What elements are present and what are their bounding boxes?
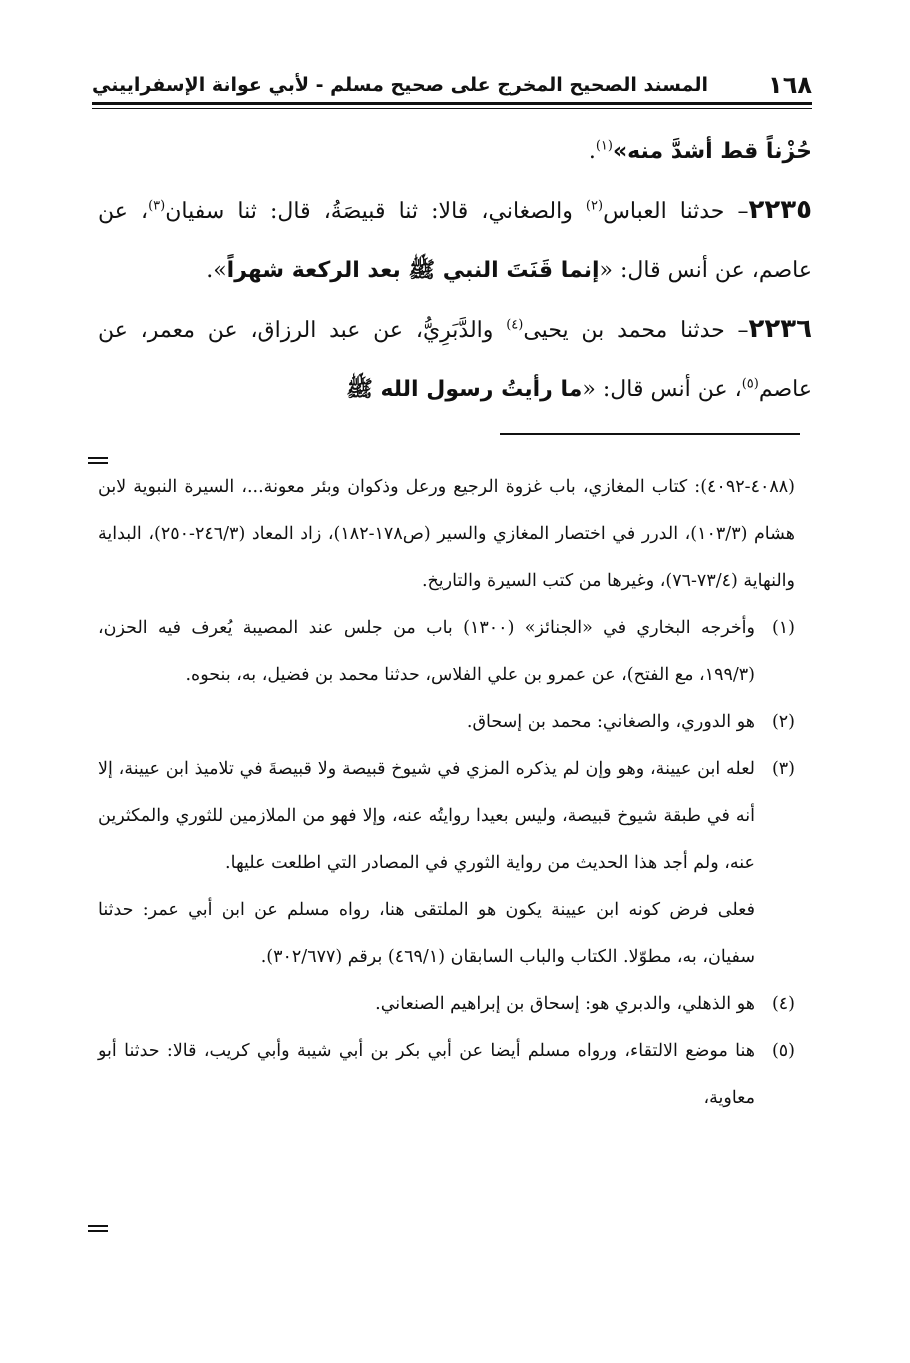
running-title: المسند الصحيح المخرج على صحيح مسلم - لأبي عوانة الإسفراييني xyxy=(92,74,708,96)
hadith-number: ٢٢٣٥ xyxy=(748,195,812,225)
hadith-2236 xyxy=(98,300,812,419)
footnote-label: (١) xyxy=(771,618,795,638)
footnotes xyxy=(98,464,795,1122)
footnote-text: هو الذهلي، والدبري هو: إسحاق بن إبراهيم الصنعاني. xyxy=(375,994,755,1014)
footnote-3-continued: فعلى فرض كونه ابن عيينة يكون هو الملتقى هنا، رواه مسلم عن ابن أبي عمر: حدثنا سفيان، به، مطوّلا. الكتاب والباب السابقان (٤٦٩/١) برقم (٣٠٢/٦٧٧). xyxy=(98,900,755,967)
hadith-matn: ما رأيتُ رسول الله ﷺ xyxy=(346,377,583,402)
footnote-text: وأخرجه البخاري في «الجنائز» (١٣٠٠) باب من جلس عند المصيبة يُعرف فيه الحزن، (١٩٩/٣، مع الفتح)، عن عمرو بن علي الفلاس، حدثنا محمد بن فضيل، به، بنحوه. xyxy=(98,618,755,685)
hadith-text: ». xyxy=(206,258,227,283)
period: . xyxy=(588,139,596,164)
hadith-text: والدَّبَرِيُّ، عن عبد الرزاق، عن معمر، عن عاصم xyxy=(98,318,812,402)
footnote-ref-1[interactable]: (١) xyxy=(595,138,613,154)
footnote-4 xyxy=(98,981,795,1028)
main-text xyxy=(98,122,812,419)
hadith-text: ، عن عاصم، عن أنس قال: « xyxy=(98,199,812,283)
footnote-separator xyxy=(500,433,800,435)
footnote-text: لعله ابن عيينة، وهو وإن لم يذكره المزي في شيوخ قبيصة ولا قبيصةَ في تلاميذ ابن عيينة، إلا أنه في طبقة شيوخ قبيصة، وليس بعيدا روايتُه عنه، وإلا فهو من الملازمين للثوري والمكثرين عنه، ولم أجد هذا الحديث من رواية الثوري في المصادر التي اطلعت عليها. xyxy=(98,759,755,873)
page-number: ١٦٨ xyxy=(768,71,812,99)
footnote-text: هو الدوري، والصغاني: محمد بن إسحاق. xyxy=(466,712,755,732)
footnote-ref-5[interactable]: (٥) xyxy=(741,376,759,392)
hadith-text: – حدثنا العباس xyxy=(603,199,749,224)
continuation-mark xyxy=(88,457,108,464)
hadith-2235 xyxy=(98,181,812,300)
running-header xyxy=(92,68,812,102)
footnote-1 xyxy=(98,605,795,699)
hadith-text: ، عن أنس قال: « xyxy=(582,377,742,402)
footnote-continuation: (٤٠٨٨-٤٠٩٢): كتاب المغازي، باب غزوة الرجيع ورعل وذكوان وبئر معونة...، السيرة النبوية لابن هشام (١٠٣/٣)، الدرر في اختصار المغازي والسير (ص١٧٨-١٨٢)، زاد المعاد (٢٤٦/٣-٢٥٠)، البداية والنهاية (٧٣/٤-٧٦)، وغيرها من كتب السيرة والتاريخ. xyxy=(98,477,795,591)
header-rule-thick xyxy=(92,102,812,105)
footnote-label: (٤) xyxy=(771,994,795,1014)
footnote-ref-2[interactable]: (٢) xyxy=(585,198,604,214)
footnote-label: (٣) xyxy=(771,759,795,779)
footnote-label: (٥) xyxy=(771,1041,795,1061)
footnote-3 xyxy=(98,746,795,887)
header-rule-thin xyxy=(92,108,812,109)
footnote-ref-3[interactable]: (٣) xyxy=(148,198,166,214)
paragraph-continuation xyxy=(98,122,812,181)
continued-mark xyxy=(88,1225,108,1232)
quote-end-text: حُزْناً قط أشدَّ منه» xyxy=(612,139,812,164)
hadith-text: والصغاني، قالا: ثنا قبيصَةُ، قال: ثنا سفيان xyxy=(165,199,586,224)
hadith-matn: إنما قَنَتَ النبي ﷺ بعد الركعة شهراً xyxy=(226,258,600,283)
footnote-ref-4[interactable]: (٤) xyxy=(506,317,524,333)
hadith-text: – حدثنا محمد بن يحيى xyxy=(523,318,749,343)
footnote-5 xyxy=(98,1028,795,1122)
footnote-2 xyxy=(98,699,795,746)
footnote-text: هنا موضع الالتقاء، ورواه مسلم أيضا عن أبي بكر بن أبي شيبة وأبي كريب، قالا: حدثنا أبو معاوية، xyxy=(98,1041,755,1108)
footnote-label: (٢) xyxy=(771,712,795,732)
hadith-number: ٢٢٣٦ xyxy=(748,314,812,344)
